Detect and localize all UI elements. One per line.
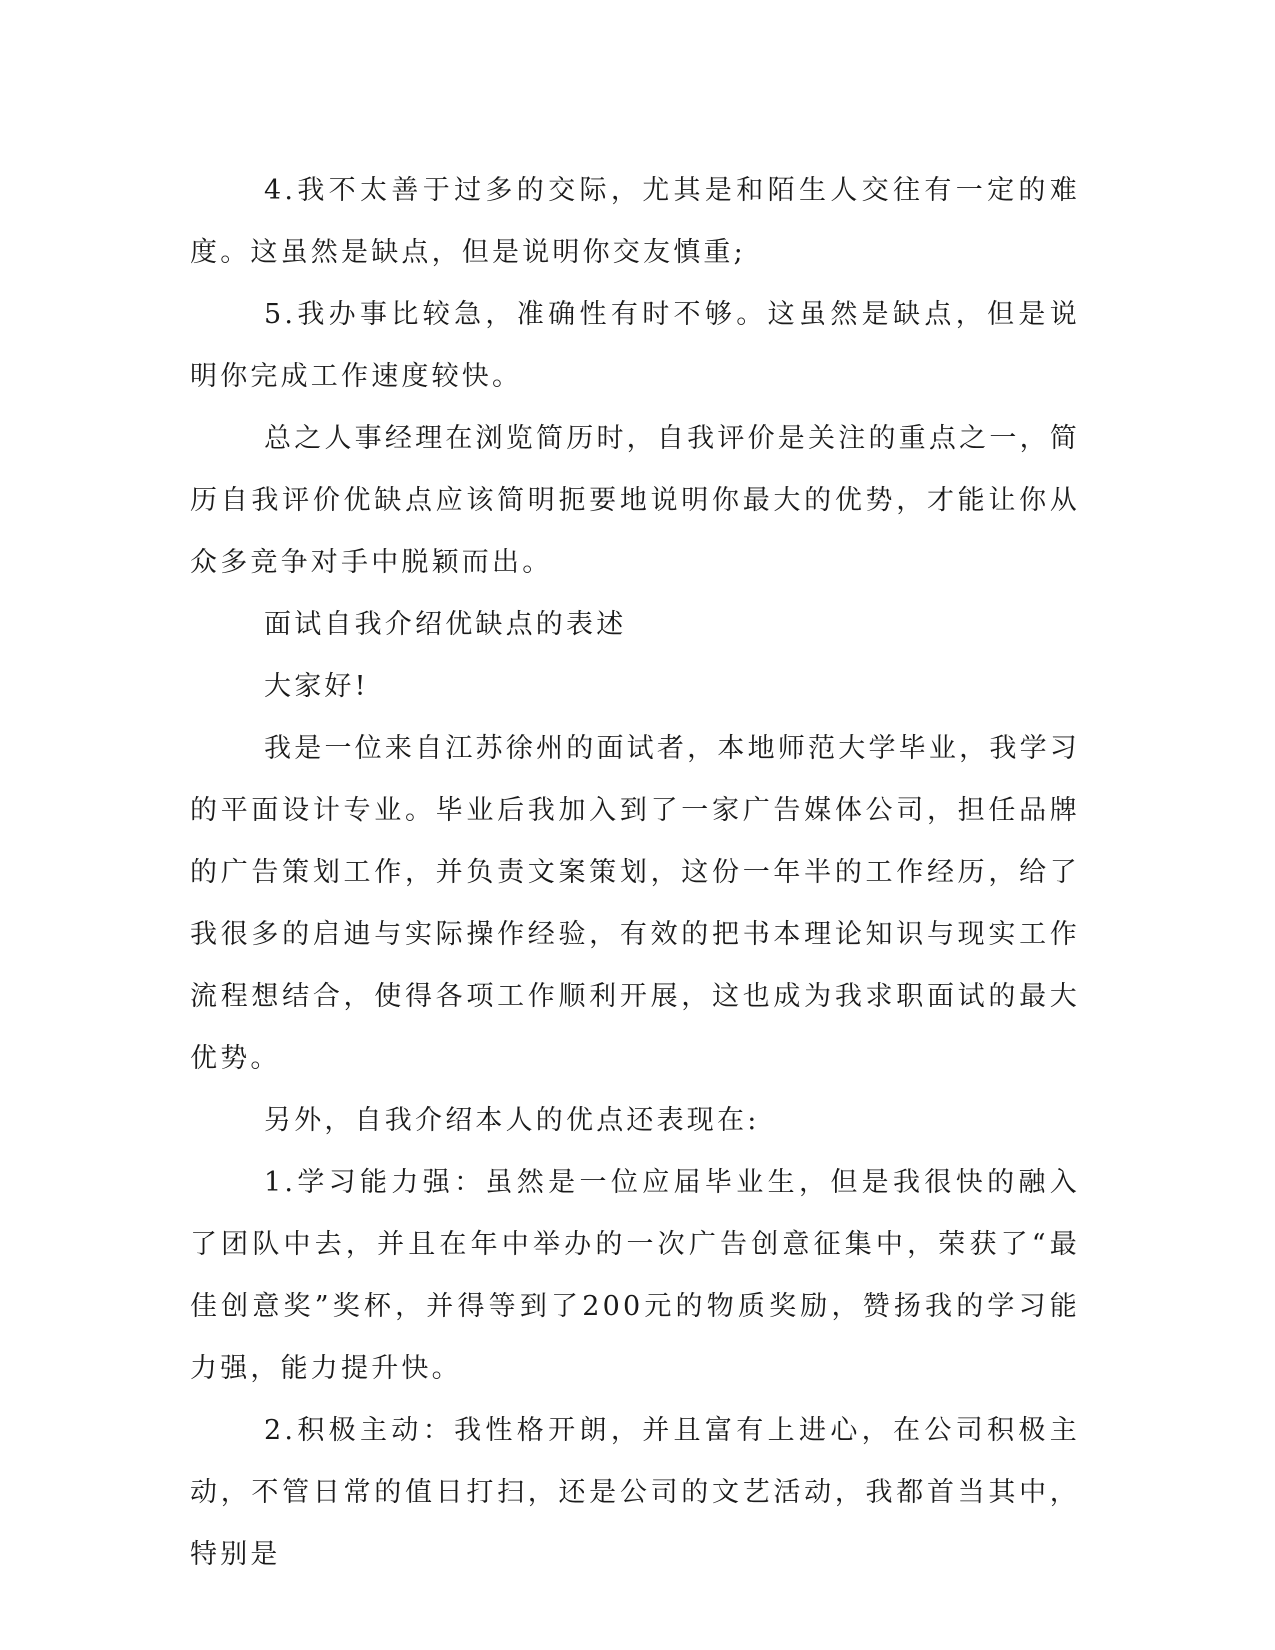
paragraph-summary: 总之人事经理在浏览简历时，自我评价是关注的重点之一，简历自我评价优缺点应该简明扼要地说明你最大的优势，才能让你从众多竞争对手中脱颖而出。 <box>190 423 1080 578</box>
paragraph-weakness-4: 4.我不太善于过多的交际，尤其是和陌生人交往有一定的难度。这虽然是缺点，但是说明你交友慎重; <box>190 175 1080 268</box>
paragraph-weakness-5: 5.我办事比较急，准确性有时不够。这虽然是缺点，但是说明你完成工作速度较快。 <box>190 299 1080 392</box>
document-body <box>190 160 1080 1586</box>
paragraph-strength-2: 2.积极主动：我性格开朗，并且富有上进心，在公司积极主动，不管日常的值日打扫，还是公司的文艺活动，我都首当其中，特别是 <box>190 1415 1080 1570</box>
paragraph-strengths-intro: 另外，自我介绍本人的优点还表现在: <box>264 1105 760 1136</box>
greeting: 大家好! <box>264 671 369 702</box>
section-heading: 面试自我介绍优缺点的表述 <box>264 609 627 640</box>
paragraph-strength-1: 1.学习能力强：虽然是一位应届毕业生，但是我很快的融入了团队中去，并且在年中举办的一次广告创意征集中，荣获了“最佳创意奖”奖杯，并得等到了200元的物质奖励，赞扬我的学习能力强，能力提升快。 <box>190 1167 1080 1384</box>
paragraph-introduction: 我是一位来自江苏徐州的面试者，本地师范大学毕业，我学习的平面设计专业。毕业后我加入到了一家广告媒体公司，担任品牌的广告策划工作，并负责文案策划，这份一年半的工作经历，给了我很多的启迪与实际操作经验，有效的把书本理论知识与现实工作流程想结合，使得各项工作顺利开展，这也成为我求职面试的最大优势。 <box>190 733 1080 1074</box>
